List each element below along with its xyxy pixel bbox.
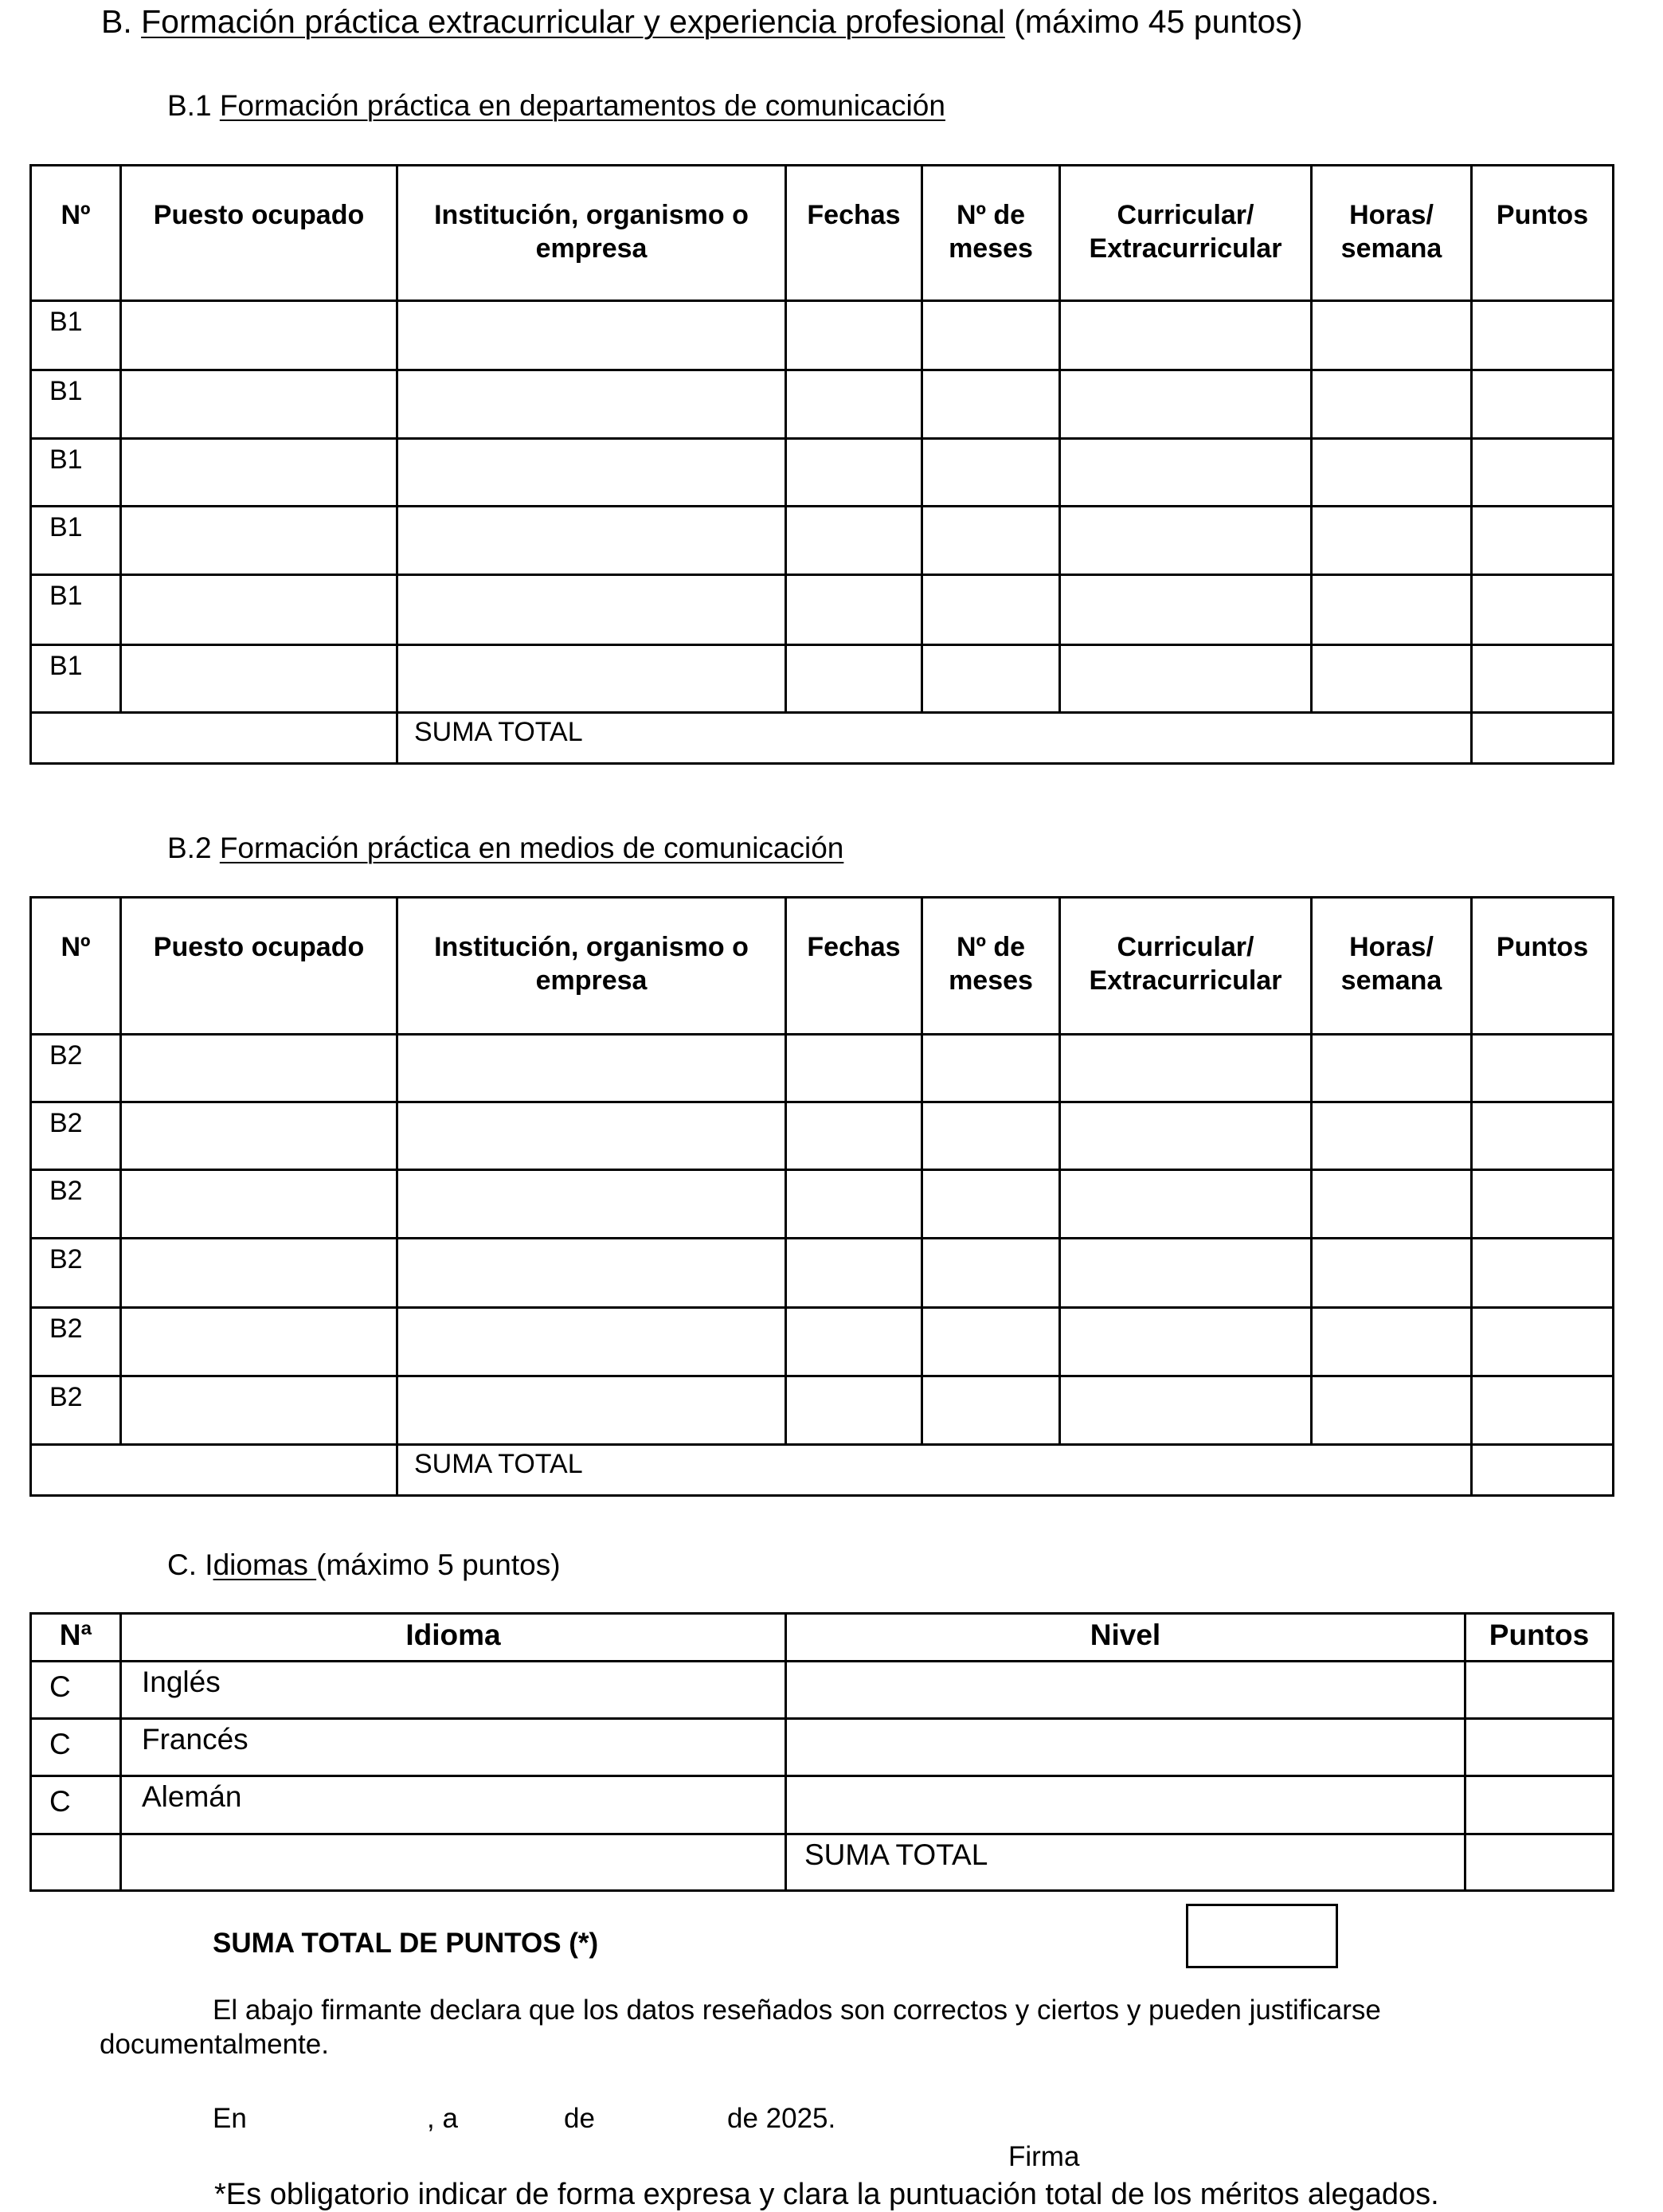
- hours-cell[interactable]: [1312, 439, 1472, 507]
- institution-cell[interactable]: [397, 1102, 786, 1170]
- b1-header-position: Puesto ocupado: [121, 166, 397, 301]
- position-cell[interactable]: [121, 439, 397, 507]
- points-cell[interactable]: [1472, 1170, 1614, 1239]
- section-c-heading: [167, 1548, 561, 1582]
- c-sum-label: SUMA TOTAL: [786, 1834, 1465, 1891]
- place-year: de 2025.: [727, 2103, 836, 2134]
- points-cell[interactable]: [1465, 1719, 1614, 1776]
- signature-label: Firma: [1008, 2141, 1080, 2172]
- b2-header-points: Puntos: [1472, 898, 1614, 1035]
- months-cell[interactable]: [922, 575, 1060, 645]
- mandatory-note: *Es obligatorio indicar de forma expresa y clara la puntuación total de los méritos alegados.: [214, 2178, 1439, 2211]
- curricular-cell[interactable]: [1060, 1308, 1312, 1376]
- section-b-suffix: (máximo 45 puntos): [1004, 3, 1303, 40]
- months-cell[interactable]: [922, 1239, 1060, 1308]
- table-row: [31, 1662, 1614, 1719]
- hours-cell[interactable]: [1312, 1376, 1472, 1445]
- row-code: B2: [31, 1308, 121, 1376]
- curricular-cell[interactable]: [1060, 301, 1312, 370]
- row-code: B1: [31, 439, 121, 507]
- languages-table: [29, 1612, 1614, 1892]
- institution-cell[interactable]: [397, 507, 786, 575]
- position-cell[interactable]: [121, 645, 397, 713]
- sum-blank-cell: [31, 1834, 121, 1891]
- position-cell[interactable]: [121, 301, 397, 370]
- dates-cell[interactable]: [786, 301, 922, 370]
- months-cell[interactable]: [922, 645, 1060, 713]
- dates-cell[interactable]: [786, 1170, 922, 1239]
- institution-cell[interactable]: [397, 439, 786, 507]
- table-row: [31, 645, 1614, 713]
- b1-sum-row: [31, 713, 1614, 764]
- position-cell[interactable]: [121, 1170, 397, 1239]
- c-header-level: Nivel: [786, 1614, 1465, 1662]
- row-code: B2: [31, 1239, 121, 1308]
- dates-cell[interactable]: [786, 507, 922, 575]
- points-cell[interactable]: [1472, 370, 1614, 439]
- section-b-heading: [101, 3, 1303, 41]
- points-cell[interactable]: [1472, 439, 1614, 507]
- dates-cell[interactable]: [786, 575, 922, 645]
- table-row: [31, 1102, 1614, 1170]
- table-row: [31, 575, 1614, 645]
- hours-cell[interactable]: [1312, 1035, 1472, 1102]
- section-b1-title: Formación práctica en departamentos de comunicación: [219, 89, 945, 122]
- b2-table: [29, 896, 1614, 1497]
- language-name: Francés: [121, 1719, 786, 1776]
- hours-cell[interactable]: [1312, 301, 1472, 370]
- months-cell[interactable]: [922, 439, 1060, 507]
- position-cell[interactable]: [121, 1102, 397, 1170]
- hours-cell[interactable]: [1312, 507, 1472, 575]
- curricular-cell[interactable]: [1060, 439, 1312, 507]
- institution-cell[interactable]: [397, 575, 786, 645]
- row-code: B2: [31, 1376, 121, 1445]
- dates-cell[interactable]: [786, 1035, 922, 1102]
- section-b1-prefix: B.1: [167, 89, 220, 122]
- curricular-cell[interactable]: [1060, 645, 1312, 713]
- months-cell[interactable]: [922, 507, 1060, 575]
- curricular-cell[interactable]: [1060, 1239, 1312, 1308]
- curricular-cell[interactable]: [1060, 370, 1312, 439]
- hours-cell[interactable]: [1312, 370, 1472, 439]
- institution-cell[interactable]: [397, 301, 786, 370]
- points-cell[interactable]: [1465, 1662, 1614, 1719]
- dates-cell[interactable]: [786, 1102, 922, 1170]
- points-cell[interactable]: [1472, 1102, 1614, 1170]
- points-cell[interactable]: [1472, 301, 1614, 370]
- b2-sum-points-cell[interactable]: [1472, 1445, 1614, 1496]
- position-cell[interactable]: [121, 1308, 397, 1376]
- language-name: Alemán: [121, 1776, 786, 1834]
- c-header-number: Nª: [31, 1614, 121, 1662]
- position-cell[interactable]: [121, 507, 397, 575]
- row-code: C: [31, 1662, 121, 1719]
- hours-cell[interactable]: [1312, 1239, 1472, 1308]
- months-cell[interactable]: [922, 1102, 1060, 1170]
- row-code: B1: [31, 645, 121, 713]
- institution-cell[interactable]: [397, 1170, 786, 1239]
- place-a: , a: [427, 2103, 458, 2134]
- curricular-cell[interactable]: [1060, 1376, 1312, 1445]
- b2-header-position: Puesto ocupado: [121, 898, 397, 1035]
- position-cell[interactable]: [121, 1035, 397, 1102]
- months-cell[interactable]: [922, 1170, 1060, 1239]
- institution-cell[interactable]: [397, 370, 786, 439]
- points-cell[interactable]: [1472, 575, 1614, 645]
- points-cell[interactable]: [1472, 1376, 1614, 1445]
- row-code: B1: [31, 301, 121, 370]
- hours-cell[interactable]: [1312, 1102, 1472, 1170]
- points-cell[interactable]: [1465, 1776, 1614, 1834]
- row-code: B2: [31, 1035, 121, 1102]
- b1-header-number: Nº: [31, 166, 121, 301]
- b1-header-hours: Horas/ semana: [1312, 166, 1472, 301]
- hours-cell[interactable]: [1312, 1170, 1472, 1239]
- section-c-title: diomas: [213, 1548, 317, 1581]
- hours-cell[interactable]: [1312, 1308, 1472, 1376]
- section-b-prefix: B.: [101, 3, 142, 40]
- dates-cell[interactable]: [786, 645, 922, 713]
- points-cell[interactable]: [1472, 645, 1614, 713]
- sum-blank-cell: [31, 1445, 397, 1496]
- curricular-cell[interactable]: [1060, 1035, 1312, 1102]
- table-row: [31, 507, 1614, 575]
- dates-cell[interactable]: [786, 370, 922, 439]
- c-header-language: Idioma: [121, 1614, 786, 1662]
- row-code: B1: [31, 370, 121, 439]
- b2-header-dates: Fechas: [786, 898, 922, 1035]
- curricular-cell[interactable]: [1060, 1102, 1312, 1170]
- institution-cell[interactable]: [397, 645, 786, 713]
- section-c-prefix: C. I: [167, 1548, 213, 1581]
- position-cell[interactable]: [121, 370, 397, 439]
- months-cell[interactable]: [922, 370, 1060, 439]
- section-b2-heading: [167, 832, 843, 865]
- table-row: [31, 439, 1614, 507]
- hours-cell[interactable]: [1312, 645, 1472, 713]
- dates-cell[interactable]: [786, 439, 922, 507]
- language-name: Inglés: [121, 1662, 786, 1719]
- b1-header-months: Nº de meses: [922, 166, 1060, 301]
- points-cell[interactable]: [1472, 507, 1614, 575]
- sum-blank-cell: [121, 1834, 786, 1891]
- b1-table: [29, 164, 1614, 765]
- c-sum-row: [31, 1834, 1614, 1891]
- sum-blank-cell: [31, 713, 397, 764]
- declaration-line-1: El abajo firmante declara que los datos reseñados son correctos y ciertos y pueden justificarse: [213, 1995, 1381, 2026]
- b1-header-institution: Institución, organismo o empresa: [397, 166, 786, 301]
- b2-header-hours: Horas/ semana: [1312, 898, 1472, 1035]
- table-row: [31, 370, 1614, 439]
- row-code: B2: [31, 1102, 121, 1170]
- b2-header-curricular: Curricular/ Extracurricular: [1060, 898, 1312, 1035]
- institution-cell[interactable]: [397, 1035, 786, 1102]
- b1-sum-label: SUMA TOTAL: [397, 713, 1472, 764]
- place-en: En: [213, 2103, 247, 2134]
- declaration-line-2: documentalmente.: [100, 2029, 329, 2060]
- table-row: [31, 1170, 1614, 1239]
- institution-cell[interactable]: [397, 1308, 786, 1376]
- b1-header-curricular: Curricular/ Extracurricular: [1060, 166, 1312, 301]
- place-de: de: [564, 2103, 595, 2134]
- section-b-title: Formación práctica extracurricular y experiencia profesional: [141, 3, 1005, 40]
- months-cell[interactable]: [922, 1308, 1060, 1376]
- table-row: [31, 1239, 1614, 1308]
- b2-header-row: [31, 898, 1614, 1035]
- level-cell[interactable]: [786, 1776, 1465, 1834]
- row-code: C: [31, 1719, 121, 1776]
- total-points-box[interactable]: [1186, 1904, 1338, 1968]
- section-b2-prefix: B.2: [167, 832, 220, 864]
- section-b2-title: Formación práctica en medios de comunicación: [219, 832, 844, 864]
- position-cell[interactable]: [121, 1239, 397, 1308]
- table-row: [31, 1308, 1614, 1376]
- row-code: B2: [31, 1170, 121, 1239]
- months-cell[interactable]: [922, 1376, 1060, 1445]
- table-row: [31, 301, 1614, 370]
- position-cell[interactable]: [121, 1376, 397, 1445]
- dates-cell[interactable]: [786, 1308, 922, 1376]
- hours-cell[interactable]: [1312, 575, 1472, 645]
- b1-sum-points-cell[interactable]: [1472, 713, 1614, 764]
- b2-sum-label: SUMA TOTAL: [397, 1445, 1472, 1496]
- dates-cell[interactable]: [786, 1376, 922, 1445]
- b1-header-points: Puntos: [1472, 166, 1614, 301]
- table-row: [31, 1035, 1614, 1102]
- c-sum-points-cell[interactable]: [1465, 1834, 1614, 1891]
- table-row: [31, 1776, 1614, 1834]
- section-c-suffix: (máximo 5 puntos): [316, 1548, 561, 1581]
- table-row: [31, 1376, 1614, 1445]
- total-points-label: SUMA TOTAL DE PUNTOS (*): [213, 1928, 599, 1959]
- level-cell[interactable]: [786, 1719, 1465, 1776]
- b2-header-institution: Institución, organismo o empresa: [397, 898, 786, 1035]
- b2-sum-row: [31, 1445, 1614, 1496]
- row-code: C: [31, 1776, 121, 1834]
- table-row: [31, 1719, 1614, 1776]
- c-header-row: [31, 1614, 1614, 1662]
- b2-header-months: Nº de meses: [922, 898, 1060, 1035]
- institution-cell[interactable]: [397, 1376, 786, 1445]
- curricular-cell[interactable]: [1060, 1170, 1312, 1239]
- curricular-cell[interactable]: [1060, 507, 1312, 575]
- level-cell[interactable]: [786, 1662, 1465, 1719]
- months-cell[interactable]: [922, 1035, 1060, 1102]
- b1-header-dates: Fechas: [786, 166, 922, 301]
- row-code: B1: [31, 507, 121, 575]
- curricular-cell[interactable]: [1060, 575, 1312, 645]
- position-cell[interactable]: [121, 575, 397, 645]
- section-b1-heading: [167, 89, 945, 123]
- b1-header-row: [31, 166, 1614, 301]
- months-cell[interactable]: [922, 301, 1060, 370]
- points-cell[interactable]: [1472, 1035, 1614, 1102]
- c-header-points: Puntos: [1465, 1614, 1614, 1662]
- institution-cell[interactable]: [397, 1239, 786, 1308]
- dates-cell[interactable]: [786, 1239, 922, 1308]
- row-code: B1: [31, 575, 121, 645]
- points-cell[interactable]: [1472, 1239, 1614, 1308]
- b2-header-number: Nº: [31, 898, 121, 1035]
- points-cell[interactable]: [1472, 1308, 1614, 1376]
